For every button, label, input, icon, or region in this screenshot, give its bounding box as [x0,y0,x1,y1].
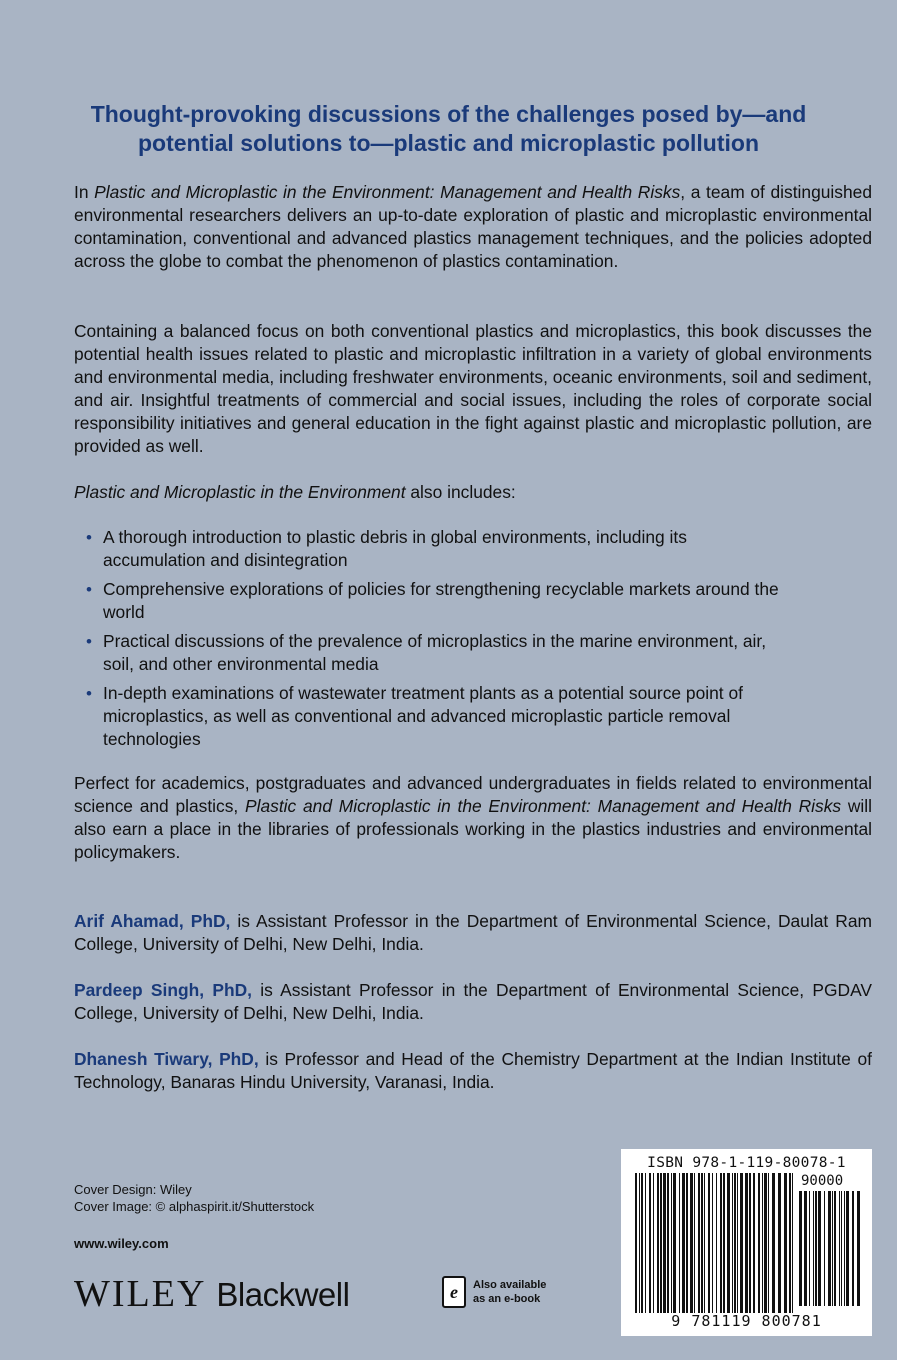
barcode-bar [789,1173,791,1313]
author-name: Pardeep Singh, PhD, [74,980,252,1000]
headline [60,100,837,158]
barcode-bar [657,1173,659,1313]
audience-paragraph [74,772,872,864]
barcode-bar [649,1173,651,1313]
barcode-bar [809,1191,810,1306]
p1-rest: , a team of distinguished environmental researchers delivers an up-to-date exploration of plastic and microplastic environmental contamination, conventional and advanced plastics management techniques, and the policies adopted across the globe to combat the phenomenon of plastics contamination. [74,182,872,271]
ebook-notice [442,1276,546,1308]
wiley-blackwell-logo [74,1272,349,1316]
headline-line-2: potential solutions to—plastic and microplastic pollution [137,130,760,156]
barcode-bar [815,1191,817,1306]
barcode-bar [667,1173,669,1313]
list-item [74,630,794,676]
barcode-bar [764,1173,767,1313]
includes-intro [74,481,872,504]
p1-book-title: Plastic and Microplastic in the Environment: Management and Health Risks [94,182,681,202]
includes-suffix: also includes: [405,482,516,502]
barcode-bar [834,1191,836,1306]
barcode-bar [708,1173,710,1313]
description-paragraph-1 [74,181,872,273]
barcode-bar [832,1191,833,1306]
author-bio-text: is Assistant Professor in the Department of Environmental Science, Daulat Ram College, University of Delhi, New Delhi, India. [74,911,872,954]
bullet-icon: • [86,632,92,651]
barcode-bar [671,1173,672,1313]
list-item-text: Comprehensive explorations of policies for strengthening recyclable markets around the world [103,579,779,622]
barcode-bar [841,1191,842,1306]
barcode-bar [645,1173,646,1313]
ebook-text [473,1278,546,1306]
isbn-barcode [621,1149,872,1336]
barcode-bar [639,1173,640,1313]
ebook-icon: e [442,1276,466,1308]
barcode-bar [844,1191,845,1306]
barcode-bar [716,1173,717,1313]
p4-rest: will also earn a place in the libraries of professionals working in the plastics industries and environmental policymakers. [74,796,873,862]
barcode-bar [653,1173,654,1313]
p4-book-title: Plastic and Microplastic in the Environment: Management and Health Risks [245,796,842,816]
barcode-bar [679,1173,680,1313]
list-item-text: A thorough introduction to plastic debris in global environments, including its accumulation and disintegration [103,527,687,570]
barcode-bar [682,1173,685,1313]
barcode-bar [818,1191,821,1306]
barcode-bar [660,1173,662,1313]
barcode-bar [745,1173,748,1313]
bullet-icon: • [86,528,92,547]
author-name: Dhanesh Tiwary, PhD, [74,1049,259,1069]
author-bio [74,979,872,1025]
barcode-bar [784,1173,787,1313]
list-item [74,578,794,624]
barcode-bar [732,1173,733,1313]
barcode-bar [694,1173,695,1313]
barcode-bar [792,1173,793,1313]
barcode-bar [734,1173,736,1313]
barcode-bar [701,1173,703,1313]
headline-line-1: Thought-provoking discussions of the challenges posed by—and [90,101,807,127]
barcode-bar [641,1173,643,1313]
barcode-bar [740,1173,743,1313]
bullet-icon: • [86,684,92,703]
barcode-bar [727,1173,730,1313]
barcode-bar [712,1173,713,1313]
barcode-bar [772,1173,775,1313]
cover-image-credit: Cover Image: © alphaspirit.it/Shutterstock [74,1199,315,1214]
author-bio-text: is Assistant Professor in the Department of Environmental Science, PGDAV College, University of Delhi, New Delhi, India. [74,980,872,1023]
isbn-text: ISBN 978-1-119-80078-1 [647,1155,846,1171]
barcode-bar [852,1191,854,1306]
barcode-bar [857,1191,860,1306]
features-list [74,526,794,757]
barcode-bar [723,1173,725,1313]
ean-barcode-bars [635,1173,793,1313]
list-item [74,682,794,751]
ebook-line-2: as an e-book [473,1293,541,1305]
author-bio [74,910,872,956]
barcode-bar [762,1173,763,1313]
barcode-bar [720,1173,722,1313]
p1-intro: In [74,182,95,202]
barcode-bar [749,1173,751,1313]
barcode-bar [737,1173,738,1313]
bullet-icon: • [86,580,92,599]
barcode-bar [768,1173,769,1313]
barcode-bar [673,1173,676,1313]
list-item-text: In-depth examinations of wastewater treatment plants as a potential source point of microplastics, as well as conventional and advanced microplastic particle removal technologies [103,683,743,749]
barcode-bar [758,1173,760,1313]
author-name: Arif Ahamad, PhD, [74,911,231,931]
barcode-digits: 9 781119 800781 [671,1312,822,1330]
barcode-bar [778,1173,781,1313]
barcode-bar [753,1173,755,1313]
barcode-bar [690,1173,693,1313]
barcode-bar [828,1191,831,1306]
price-code: 90000 [801,1173,844,1189]
description-paragraph-2: Containing a balanced focus on both conventional plastics and microplastics, this book discusses the potential health issues related to plastic and microplastic infiltration in a variety of global environments and environmental media, including freshwater environments, oceanic environments, soil and sediment, and air. Insightful treatments of commercial and social issues, including the roles of corporate social responsibility initiatives and general education in the fight against plastic and microplastic pollution, are provided as well. [74,321,872,456]
author-bio-text: is Professor and Head of the Chemistry Department at the Indian Institute of Technology, Banaras Hindu University, Varanasi, India. [74,1049,872,1092]
publisher-website[interactable]: www.wiley.com [74,1236,169,1251]
list-item [74,526,794,572]
author-bio [74,1048,872,1094]
barcode-bar [804,1191,807,1306]
includes-book-title: Plastic and Microplastic in the Environment [74,482,406,502]
cover-credits [74,1181,314,1215]
barcode-bar [824,1191,825,1306]
barcode-bar [799,1191,802,1306]
wiley-wordmark: WILEY [74,1273,207,1315]
barcode-bar [839,1191,840,1306]
cover-design-credit: Cover Design: Wiley [74,1182,192,1197]
p4-intro: Perfect for academics, postgraduates and advanced undergraduates in fields related to environmental science and plastics, [74,773,872,816]
price-barcode-bars [799,1191,861,1306]
barcode-bar [813,1191,814,1306]
list-item-text: Practical discussions of the prevalence of microplastics in the marine environment, air, soil, and other environmental media [103,631,767,674]
barcode-bar [663,1173,666,1313]
barcode-bar [686,1173,688,1313]
blackwell-wordmark: Blackwell [216,1276,350,1313]
ebook-line-1: Also available [473,1279,547,1291]
barcode-bar [704,1173,705,1313]
barcode-bar [698,1173,700,1313]
barcode-bar [846,1191,849,1306]
barcode-bar [635,1173,637,1313]
